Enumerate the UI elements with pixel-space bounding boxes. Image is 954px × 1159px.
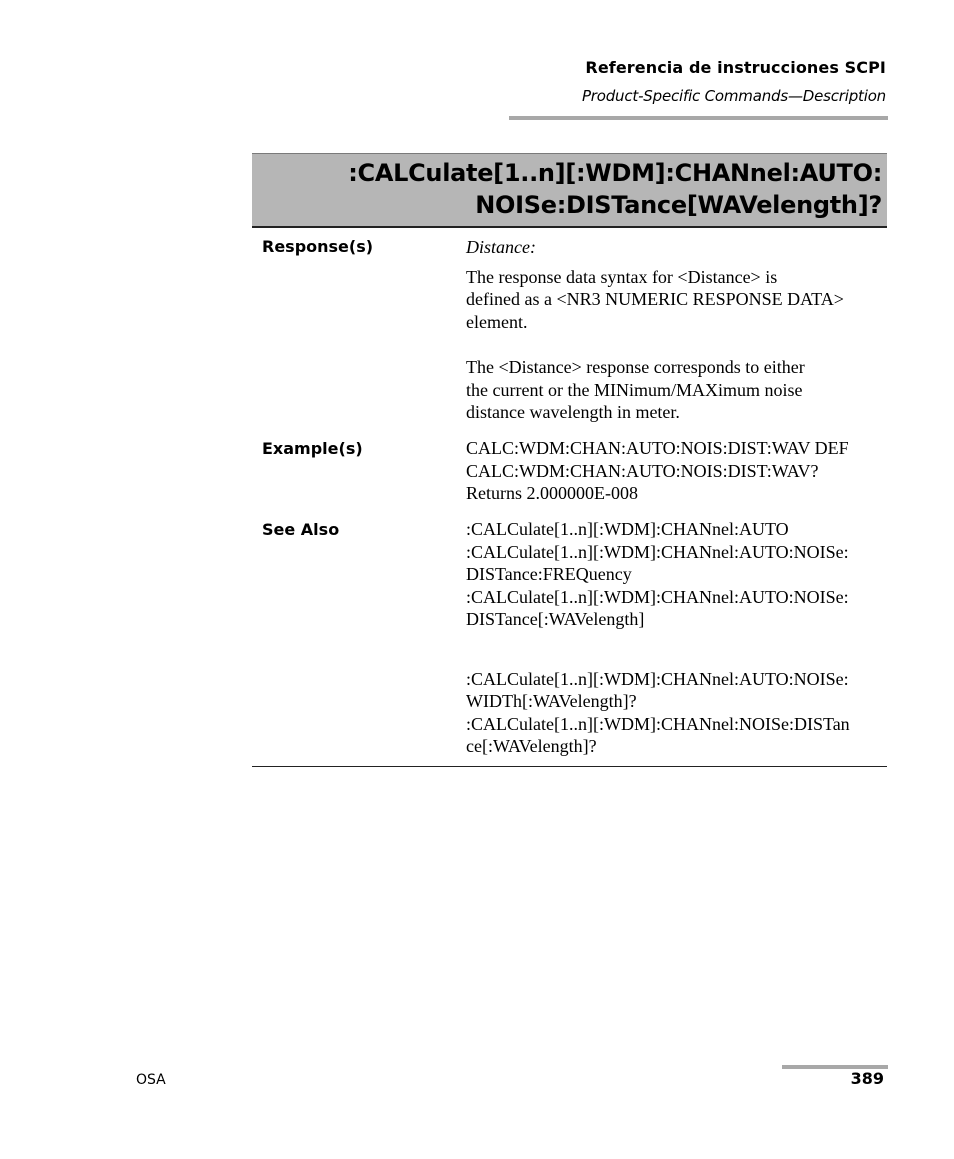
command-banner (252, 153, 887, 228)
command-title-line-2: NOISe:DISTance[WAVelength]? (475, 191, 882, 219)
response-text-line: The <Distance> response corresponds to either (466, 357, 805, 377)
table-bottom-rule (252, 766, 887, 767)
running-header (582, 57, 886, 107)
examples-content (466, 437, 886, 505)
example-line: CALC:WDM:CHAN:AUTO:NOIS:DIST:WAV? (466, 460, 819, 481)
response-text-line: distance wavelength in meter. (466, 402, 680, 422)
section-subtitle: Product-Specific Commands—Description (581, 87, 886, 105)
response-text-line: the current or the MINimum/MAXimum noise (466, 379, 803, 400)
examples-label: Example(s) (262, 439, 363, 458)
see-also-link: WIDTh[:WAVelength]? (466, 691, 637, 711)
footer-product: OSA (136, 1072, 166, 1088)
chapter-title: Referencia de instrucciones SCPI (585, 58, 886, 77)
response-text-line: element. (466, 311, 528, 332)
see-also-link: :CALCulate[1..n][:WDM]:CHANnel:AUTO:NOISe: (466, 541, 849, 562)
see-also-link: ce[:WAVelength]? (466, 736, 597, 756)
response-name: Distance: (466, 237, 536, 257)
response-text-line: defined as a <NR3 NUMERIC RESPONSE DATA> (466, 289, 844, 309)
example-line: CALC:WDM:CHAN:AUTO:NOIS:DIST:WAV DEF (466, 438, 849, 458)
see-also-link: :CALCulate[1..n][:WDM]:CHANnel:AUTO:NOISe: (466, 586, 849, 607)
see-also-content (466, 518, 886, 758)
see-also-link: :CALCulate[1..n][:WDM]:CHANnel:AUTO (466, 519, 789, 539)
response-text-line: The response data syntax for <Distance> is (466, 266, 778, 287)
see-also-label: See Also (262, 520, 340, 539)
see-also-link: :CALCulate[1..n][:WDM]:CHANnel:NOISe:DISTan (466, 713, 850, 734)
see-also-link: :CALCulate[1..n][:WDM]:CHANnel:AUTO:NOISe: (466, 668, 849, 689)
page-number: 389 (850, 1069, 884, 1088)
example-line: Returns 2.000000E-008 (466, 483, 638, 503)
response-content (466, 236, 886, 424)
see-also-link: DISTance[:WAVelength] (466, 609, 645, 629)
header-rule (509, 116, 888, 120)
command-title-line-1: :CALCulate[1..n][:WDM]:CHANnel:AUTO: (348, 159, 882, 187)
see-also-link: DISTance:FREQuency (466, 564, 632, 584)
response-label: Response(s) (262, 237, 374, 256)
